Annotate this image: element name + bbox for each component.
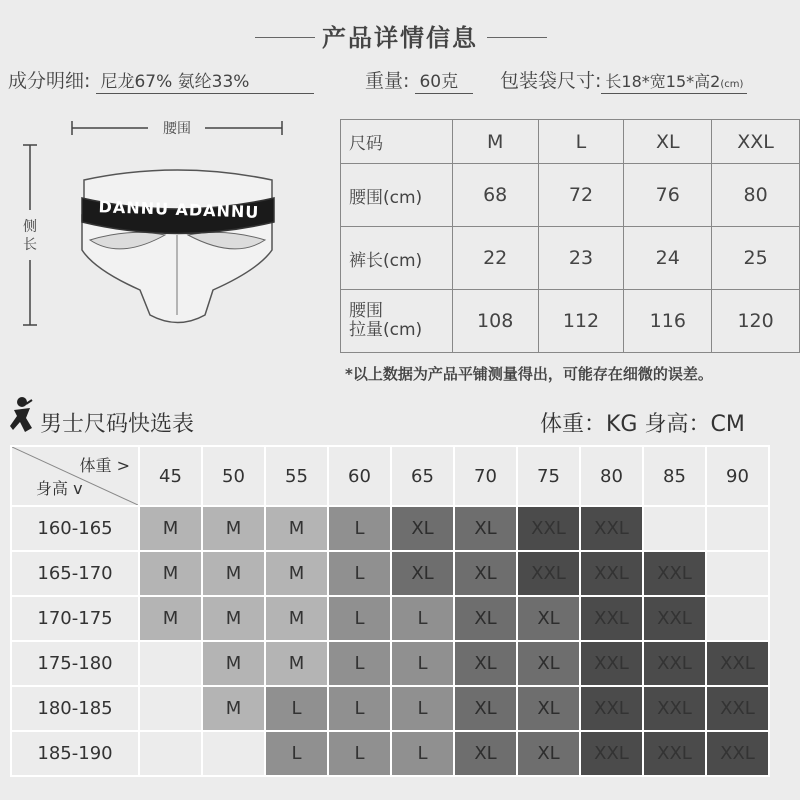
size-cell <box>139 641 202 686</box>
size-cell: M <box>265 641 328 686</box>
size-cell: XXL <box>643 596 706 641</box>
size-cell: XL <box>454 551 517 596</box>
size-cell: XXL <box>706 641 769 686</box>
weight-header: 70 <box>454 446 517 506</box>
stretch-value: 108 <box>452 290 538 353</box>
grid-row <box>11 506 769 551</box>
size-cell: XL <box>391 506 454 551</box>
size-cell <box>706 551 769 596</box>
length-value: 25 <box>712 227 800 290</box>
size-cell: XL <box>454 731 517 776</box>
waistband-text: DANNU ADANNU <box>98 197 260 222</box>
size-cell: XL <box>454 686 517 731</box>
grid-corner <box>11 446 139 506</box>
grid-row <box>11 551 769 596</box>
stretch-value: 120 <box>712 290 800 353</box>
size-cell: XL <box>391 551 454 596</box>
size-cell: M <box>139 596 202 641</box>
size-cell: XL <box>454 506 517 551</box>
height-range-label: 160-165 <box>11 506 139 551</box>
size-cell: M <box>265 506 328 551</box>
size-cell: XXL <box>580 686 643 731</box>
grid-row <box>11 596 769 641</box>
size-cell: XXL <box>580 641 643 686</box>
size-cell: XXL <box>517 506 580 551</box>
size-cell: XL <box>517 596 580 641</box>
size-cell: M <box>202 551 265 596</box>
size-cell: L <box>328 506 391 551</box>
size-cell: L <box>328 641 391 686</box>
height-range-label: 170-175 <box>11 596 139 641</box>
size-cell: M <box>202 641 265 686</box>
weight-header: 55 <box>265 446 328 506</box>
size-cell: XXL <box>643 686 706 731</box>
waist-row-label: 腰围(cm) <box>341 164 453 227</box>
size-cell: M <box>265 551 328 596</box>
grid-row <box>11 686 769 731</box>
title-rule-right <box>487 37 547 38</box>
size-cell: L <box>328 686 391 731</box>
stretch-value: 116 <box>624 290 712 353</box>
weight-header: 85 <box>643 446 706 506</box>
size-cell <box>202 731 265 776</box>
size-header-m: M <box>452 120 538 164</box>
length-value: 22 <box>452 227 538 290</box>
size-cell <box>706 596 769 641</box>
size-header-label: 尺码 <box>341 120 453 164</box>
height-axis-label: 身高 v <box>36 479 83 498</box>
size-header-l: L <box>538 120 624 164</box>
stretch-label-line2: 拉量(cm) <box>349 320 423 340</box>
size-cell <box>643 506 706 551</box>
composition-row <box>8 66 314 94</box>
size-cell <box>706 506 769 551</box>
size-cell: L <box>391 641 454 686</box>
size-cell: M <box>202 506 265 551</box>
size-cell: L <box>265 731 328 776</box>
size-cell: M <box>202 686 265 731</box>
height-range-label: 185-190 <box>11 731 139 776</box>
bag-dimensions: 长18*宽15*高2 <box>605 72 721 91</box>
weight-header: 75 <box>517 446 580 506</box>
size-cell: L <box>391 731 454 776</box>
stretch-value: 112 <box>538 290 624 353</box>
size-cell: L <box>328 731 391 776</box>
size-cell: XXL <box>643 731 706 776</box>
grid-row <box>11 731 769 776</box>
size-header-xxl: XXL <box>712 120 800 164</box>
weight-label: 重量: <box>365 70 410 92</box>
bag-row <box>500 66 747 94</box>
size-header-xl: XL <box>624 120 712 164</box>
mascot-icon <box>8 396 36 438</box>
size-cell: M <box>139 506 202 551</box>
waist-value: 80 <box>712 164 800 227</box>
stretch-row-label <box>341 290 453 353</box>
weight-axis-label: 体重 > <box>79 456 130 475</box>
weight-value: 60克 <box>415 67 473 94</box>
weight-header: 65 <box>391 446 454 506</box>
height-range-label: 180-185 <box>11 686 139 731</box>
size-cell: XXL <box>580 551 643 596</box>
height-range-label: 175-180 <box>11 641 139 686</box>
size-cell: XXL <box>517 551 580 596</box>
size-cell: XXL <box>580 731 643 776</box>
size-table <box>340 119 800 353</box>
weight-row <box>365 66 473 94</box>
stretch-label-line1: 腰围 <box>349 301 383 321</box>
waist-value: 72 <box>538 164 624 227</box>
grid-row <box>11 641 769 686</box>
size-cell: XXL <box>580 596 643 641</box>
size-cell: XXL <box>580 506 643 551</box>
measurement-note: *以上数据为产品平铺测量得出，可能存在细微的误差。 <box>345 365 713 383</box>
size-cell: XL <box>454 596 517 641</box>
size-cell <box>139 686 202 731</box>
size-cell: XXL <box>706 686 769 731</box>
size-cell: M <box>265 596 328 641</box>
weight-header: 80 <box>580 446 643 506</box>
waist-label: 腰围 <box>163 121 191 137</box>
size-cell: M <box>202 596 265 641</box>
weight-header: 45 <box>139 446 202 506</box>
size-cell: L <box>265 686 328 731</box>
waist-value: 68 <box>452 164 538 227</box>
size-cell: L <box>328 596 391 641</box>
bag-label: 包装袋尺寸: <box>500 70 602 92</box>
weight-header: 60 <box>328 446 391 506</box>
size-cell: L <box>328 551 391 596</box>
length-value: 24 <box>624 227 712 290</box>
bag-value <box>601 69 747 94</box>
waist-value: 76 <box>624 164 712 227</box>
size-cell: XL <box>517 641 580 686</box>
side-length-label: 侧长 <box>23 219 37 253</box>
size-cell: XXL <box>706 731 769 776</box>
size-cell: XL <box>517 686 580 731</box>
size-cell: XXL <box>643 551 706 596</box>
quick-select-units: 体重：KG 身高：CM <box>540 412 745 437</box>
size-cell <box>139 731 202 776</box>
weight-header: 50 <box>202 446 265 506</box>
page-title: 产品详情信息 <box>322 24 478 52</box>
length-value: 23 <box>538 227 624 290</box>
garment-diagram <box>0 110 330 350</box>
briefs-illustration <box>0 110 330 350</box>
size-cell: XXL <box>643 641 706 686</box>
size-cell: XL <box>517 731 580 776</box>
size-cell: L <box>391 596 454 641</box>
size-cell: L <box>391 686 454 731</box>
bag-unit: (cm) <box>720 79 744 90</box>
size-cell: XL <box>454 641 517 686</box>
weight-header: 90 <box>706 446 769 506</box>
length-row-label: 裤长(cm) <box>341 227 453 290</box>
size-cell: M <box>139 551 202 596</box>
quick-select-title: 男士尺码快选表 <box>40 412 195 437</box>
height-range-label: 165-170 <box>11 551 139 596</box>
composition-value: 尼龙67% 氨纶33% <box>96 67 314 94</box>
composition-label: 成分明细: <box>8 70 91 92</box>
size-quick-select-grid <box>10 445 770 777</box>
